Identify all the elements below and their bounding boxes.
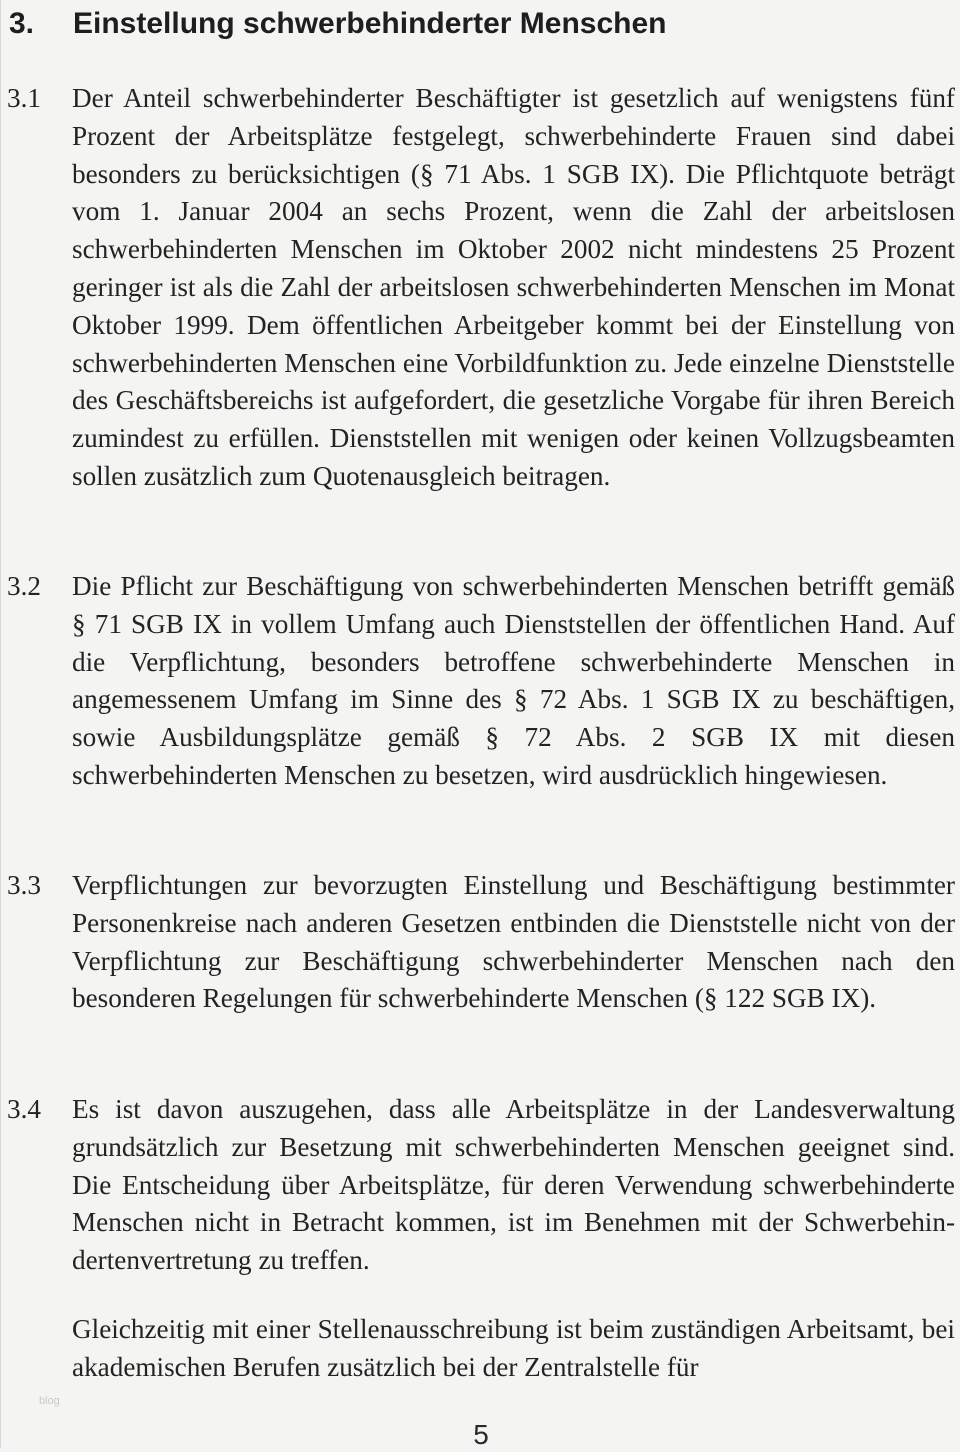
section-number: 3.1 [7,83,41,113]
section-paragraph: Der Anteil schwerbehinderter Beschäftigter ist gesetzlich auf wenigstens fünf Prozent der Arbeitsplätze festgelegt, schwerbehinderte Frauen sind dabei besonders zu berücksichtigen (§ 71 Abs. 1 SGB IX). Die Pflichtquote beträgt vom 1. Januar 2004 an sechs Prozent, wenn die Zahl der arbeitslosen schwerbehinderten Menschen im Oktober 2002 nicht mindestens 25 Prozent geringer ist als die Zahl der arbeitslosen schwerbehinderten Menschen im Monat Oktober 1999. Dem öffentlichen Arbeitgeber kommt bei der Einstellung von schwerbehinderten Menschen eine Vorbildfunktion zu. Jede einzelne Dienststelle des Geschäftsbereichs ist aufgefordert, die gesetzliche Vorgabe für ihren Bereich zumindest zu erfüllen. Dienststellen mit wenigen oder keinen Vollzugsbeamten sollen zusätzlich zum Quotenausgleich beitragen. [72,83,955,491]
page-number: 5 [473,1419,489,1450]
section-3-1 [7,80,955,496]
section-number: 3.4 [7,1094,41,1124]
section-number: 3.2 [7,571,41,601]
section-heading [9,2,666,46]
section-3-3 [7,867,955,1018]
heading-number: 3. [9,7,35,40]
section-3-4 [7,1091,955,1280]
section-paragraph: Verpflichtungen zur bevorzugten Einstellung und Beschäftigung bestimmter Personenkreise nach anderen Gesetzen entbinden die Dienststelle nicht von der Verpflichtung zur Beschäftigung schwerbehinderter Menschen nach den besonderen Regelungen für schwerbehinderte Menschen (§ 122 SGB IX). [72,870,955,1014]
watermark: blog [39,1395,60,1407]
section-paragraph: Die Pflicht zur Beschäftigung von schwerbehinderten Menschen betrifft gemäß § 71 SGB IX in vollem Umfang auch Dienststellen der öffentlichen Hand. Auf die Verpflichtung, besonders betroffene schwerbehinderte Menschen in angemessenem Umfang im Sinne des § 72 Abs. 1 SGB IX zu beschäftigen, sowie Ausbildungsplätze gemäß § 72 Abs. 2 SGB IX mit diesen schwerbehinderten Menschen zu besetzen, wird ausdrücklich hingewiesen. [72,571,955,790]
section-3-2 [7,568,955,795]
section-number: 3.3 [7,870,41,900]
continuation-paragraph: Gleichzeitig mit einer Stellenausschreibung ist beim zuständigen Arbeitsamt, bei akademischen Berufen zusätzlich bei der Zentralstelle für [72,1314,955,1382]
continuation-block [7,1311,955,1387]
heading-title: Einstellung schwerbehinderter Menschen [73,7,667,40]
section-paragraph: Es ist davon auszugehen, dass alle Arbeitsplätze in der Landesverwaltung grundsätzlich zur Besetzung mit schwerbehinderten Menschen geeignet sind. Die Entscheidung über Arbeitsplätze, für deren Verwendung schwerbehinderte Menschen nicht in Betracht kommen, ist im Benehmen mit der Schwerbehin-dertenvertretung zu treffen. [72,1094,955,1276]
